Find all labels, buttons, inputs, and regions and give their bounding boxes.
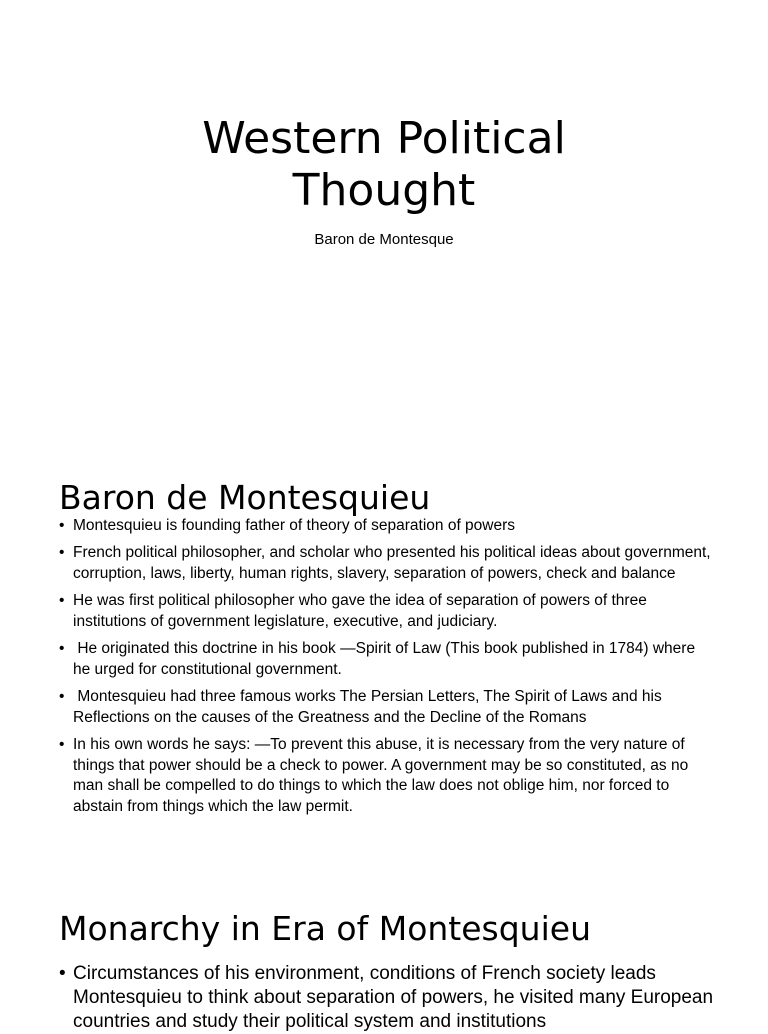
bullet-list [59, 516, 714, 824]
bullet-dot-icon: • [59, 640, 65, 658]
bullet-item [59, 516, 714, 537]
bullet-text: Montesquieu had three famous works The Persian Letters, The Spirit of Laws and his Reflections on the causes of the Greatness and the Decline of the Romans [73, 687, 667, 726]
bullet-list [59, 962, 714, 1034]
deck-title [0, 113, 768, 217]
bullet-dot-icon: • [59, 963, 66, 984]
bullet-item [59, 735, 714, 818]
bullet-text: French political philosopher, and scholar who presented his political ideas about government, corruption, laws, liberty, human rights, slavery, separation of powers, check and balance [73, 544, 711, 582]
bullet-text: Montesquieu is founding father of theory of separation of powers [73, 517, 516, 534]
bullet-item [59, 687, 714, 728]
slide-heading: Baron de Montesquieu [59, 478, 431, 517]
title-slide [0, 0, 768, 432]
montesquieu-slide [0, 432, 768, 864]
bullet-text: He was first political philosopher who gave the idea of separation of powers of three institutions of government legislature, executive, and judiciary. [73, 592, 647, 630]
bullet-dot-icon: • [59, 517, 65, 534]
bullet-dot-icon: • [59, 687, 65, 705]
bullet-dot-icon: • [59, 735, 65, 753]
deck-subtitle: Baron de Montesque [314, 231, 454, 248]
bullet-dot-icon: • [59, 544, 65, 562]
bullet-text: Circumstances of his environment, conditions of French society leads Montesquieu to think about separation of powers, he visited many European countries and study their political system and institutions [73, 963, 714, 1032]
bullet-item [59, 543, 714, 584]
slide-heading: Monarchy in Era of Montesquieu [59, 909, 591, 948]
bullet-item [59, 639, 714, 680]
deck-title-line-2: Thought [292, 165, 476, 216]
bullet-item [59, 962, 714, 1034]
bullet-text: In his own words he says: ―To prevent this abuse, it is necessary from the very nature of things that power should be a check to power. A government may be so constituted, as no man shall be compelled to do things to which the law does not oblige him, nor forced to abstain from things which the law permit. [73, 735, 689, 815]
bullet-dot-icon: • [59, 592, 65, 610]
monarchy-slide [0, 864, 768, 1032]
bullet-text: He originated this doctrine in his book ―Spirit of Law (This book published in 1784) where he urged for constitutional government. [73, 640, 700, 678]
deck-title-line-1: Western Political [202, 113, 566, 164]
bullet-item [59, 591, 714, 632]
